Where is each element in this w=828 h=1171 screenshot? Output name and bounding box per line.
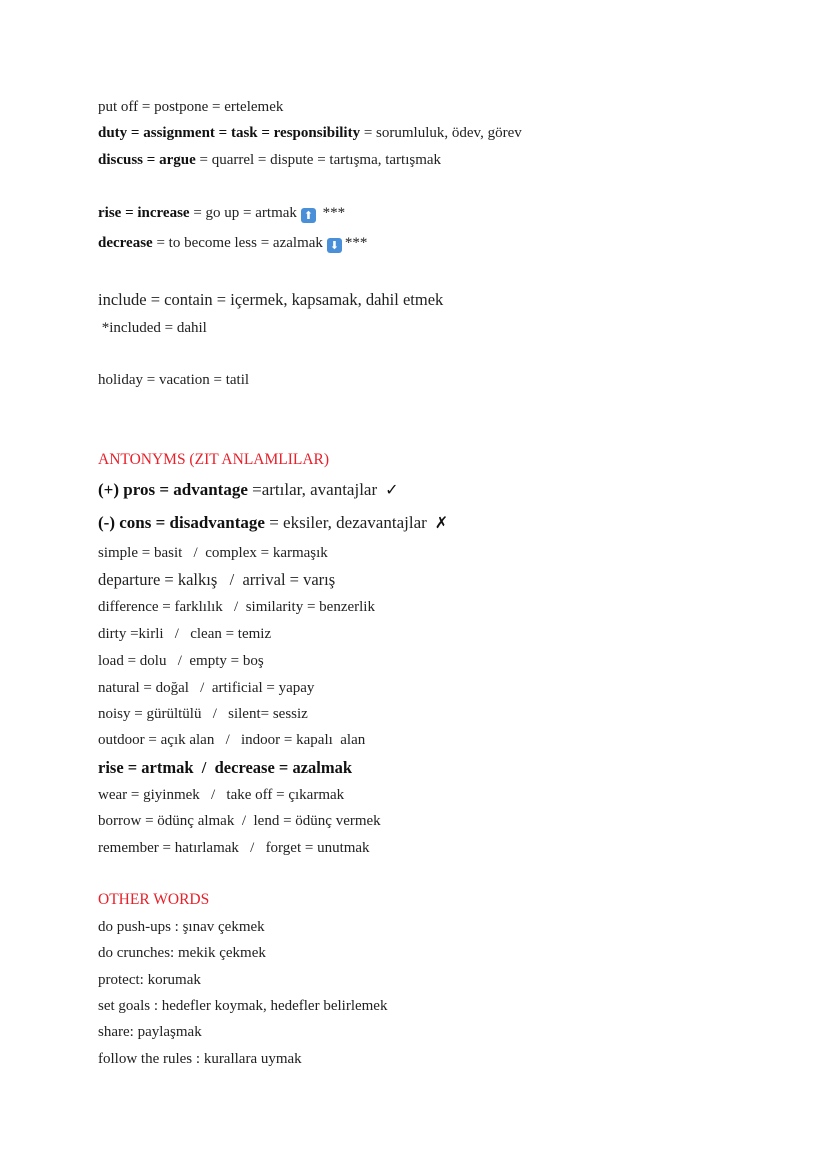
vocab-line — [98, 652, 264, 670]
vocab-line — [98, 151, 441, 169]
vocab-line — [98, 759, 352, 777]
vocab-line — [98, 291, 443, 309]
term-bold: (-) cons = disadvantage — [98, 513, 265, 532]
section-heading — [98, 891, 209, 909]
line-text: natural = doğal / artificial = yapay — [98, 680, 315, 696]
term-bold: duty = assignment = task = responsibility — [98, 125, 361, 141]
stars-text: *** — [318, 205, 346, 221]
vocab-line — [98, 481, 399, 499]
term-bold: discuss = argue — [98, 152, 196, 168]
vocab-line — [98, 705, 308, 723]
line-text: protect: korumak — [98, 972, 201, 988]
term-bold: rise = increase — [98, 205, 190, 221]
vocab-line — [98, 786, 344, 804]
line-text: wear = giyinmek / take off = çıkarmak — [98, 787, 345, 803]
cross-icon: ✗ — [434, 513, 449, 532]
checkmark-icon: ✓ — [385, 480, 399, 499]
line-text: *included = dahil — [98, 320, 207, 336]
vocab-line — [98, 971, 201, 989]
line-text: noisy = gürültülü / silent= sessiz — [98, 706, 308, 722]
vocab-line — [98, 944, 266, 962]
line-text: ANTONYMS (ZIT ANLAMLILAR) — [98, 451, 330, 468]
term-bold: rise = artmak / decrease = azalmak — [98, 758, 353, 777]
term-bold: (+) pros = advantage — [98, 480, 248, 499]
vocab-line — [98, 204, 345, 223]
vocab-line — [98, 371, 249, 389]
line-text: share: paylaşmak — [98, 1024, 202, 1040]
vocab-line — [98, 1050, 302, 1068]
down-arrow-icon: ⬇ — [327, 238, 342, 253]
vocab-line — [98, 514, 448, 532]
vocab-line — [98, 234, 367, 253]
line-text: = eksiler, dezavantajlar — [264, 513, 427, 532]
line-text: departure = kalkış / arrival = varış — [98, 570, 336, 589]
vocab-line — [98, 598, 375, 616]
stars-text: *** — [344, 235, 368, 251]
vocab-line — [98, 918, 265, 936]
line-text: put off = postpone = ertelemek — [98, 99, 284, 115]
line-text: dirty =kirli / clean = temiz — [98, 626, 272, 642]
line-text: =artılar, avantajlar — [247, 480, 378, 499]
line-text: = sorumluluk, ödev, görev — [360, 125, 522, 141]
line-text: follow the rules : kurallara uymak — [98, 1051, 302, 1067]
section-heading — [98, 451, 329, 469]
line-text: include = contain = içermek, kapsamak, dahil etmek — [98, 290, 444, 309]
line-text: holiday = vacation = tatil — [98, 372, 250, 388]
line-text: set goals : hedefler koymak, hedefler belirlemek — [98, 998, 388, 1014]
term-bold: decrease — [98, 235, 153, 251]
vocab-line — [98, 571, 335, 589]
vocab-line — [98, 98, 283, 116]
line-text: = to become less = azalmak — [152, 235, 323, 251]
vocab-line — [98, 731, 365, 749]
vocab-line — [98, 997, 387, 1015]
line-text: OTHER WORDS — [98, 891, 210, 908]
vocab-line — [98, 124, 522, 142]
line-text: borrow = ödünç almak / lend = ödünç vermek — [98, 813, 381, 829]
line-text: = go up = artmak — [189, 205, 297, 221]
vocab-line — [98, 812, 381, 830]
line-text: simple = basit / complex = karmaşık — [98, 545, 328, 561]
line-text: do push-ups : şınav çekmek — [98, 919, 265, 935]
line-text: = quarrel = dispute = tartışma, tartışmak — [195, 152, 442, 168]
vocab-line — [98, 839, 370, 857]
line-text: do crunches: mekik çekmek — [98, 945, 266, 961]
line-text: difference = farklılık / similarity = benzerlik — [98, 599, 375, 615]
line-text: outdoor = açık alan / indoor = kapalı alan — [98, 732, 366, 748]
vocab-line — [98, 679, 314, 697]
line-text: load = dolu / empty = boş — [98, 653, 264, 669]
vocab-line — [98, 625, 271, 643]
up-arrow-icon: ⬆ — [301, 208, 316, 223]
line-text: remember = hatırlamak / forget = unutmak — [98, 840, 370, 856]
vocab-line — [98, 544, 328, 562]
vocab-line — [98, 319, 207, 337]
vocab-line — [98, 1023, 202, 1041]
